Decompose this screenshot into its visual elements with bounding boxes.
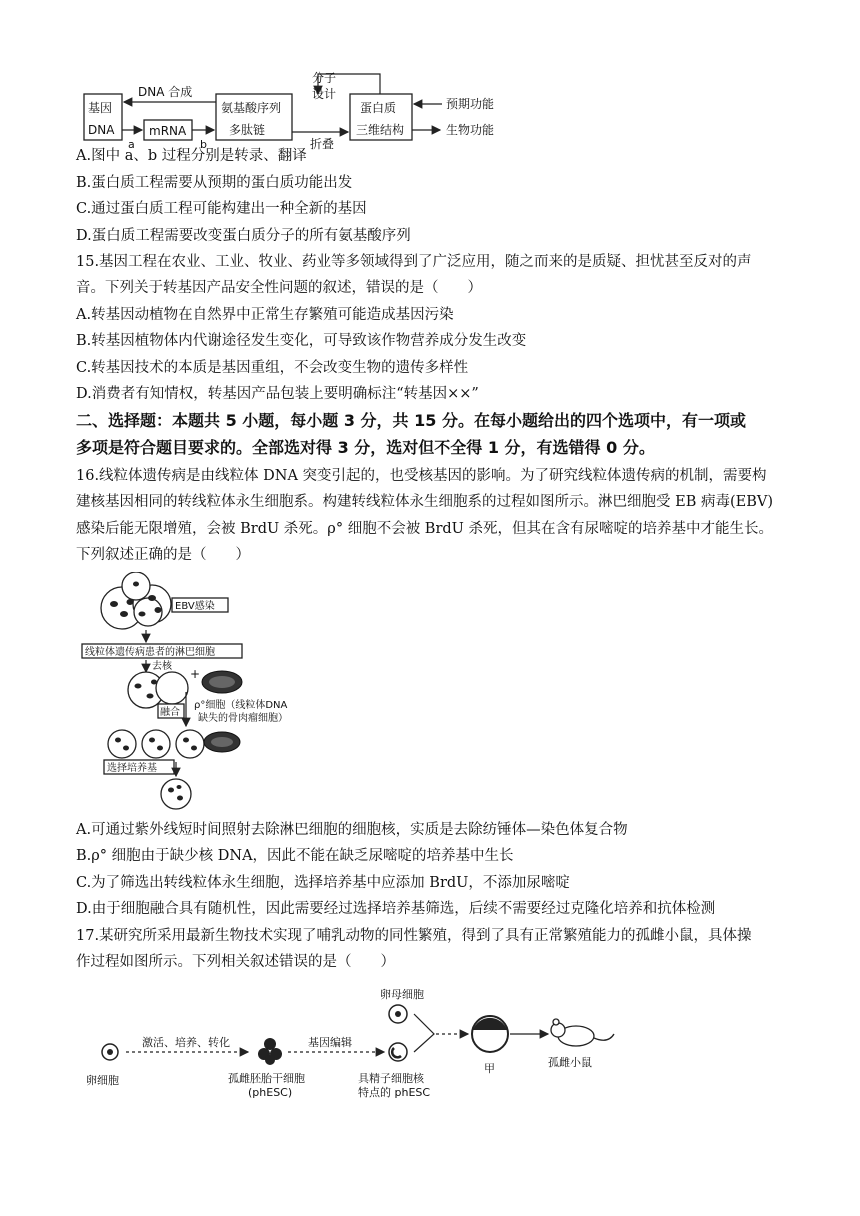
- section2-heading-2: 多项是符合题目要求的。全部选对得 3 分，选对但不全得 1 分，有选错得 0 分。: [76, 438, 655, 457]
- sperm-like-label-2: 特点的 phESC: [358, 1086, 431, 1099]
- q14-option-b: B.蛋白质工程需要从预期的蛋白质功能出发: [76, 175, 353, 191]
- q15-option-c: C.转基因技术的本质是基因重组，不会改变生物的遗传多样性: [76, 360, 469, 376]
- selection-medium-label: 选择培养基: [107, 763, 157, 774]
- q16-option-a: A.可通过紫外线短时间照射去除淋巴细胞的细胞核，实质是去除纺锤体—染色体复合物: [76, 822, 628, 838]
- dna-synthesis-label: DNA 合成: [138, 85, 193, 99]
- q15-option-a: A.转基因动植物在自然界中正常生存繁殖可能造成基因污染: [76, 307, 454, 323]
- design-label: 设计: [312, 87, 337, 101]
- molecular-label: 分子: [312, 71, 337, 85]
- q15-stem-2: 音。下列关于转基因产品安全性问题的叙述，错误的是（ ）: [76, 280, 482, 296]
- protein-engineering-diagram: [80, 60, 520, 152]
- fusion-label: 融合: [160, 707, 180, 718]
- gene-label: 基因: [88, 101, 113, 115]
- biological-function-label: 生物功能: [446, 123, 495, 137]
- sperm-like-label-1: 具精子细胞核: [358, 1072, 424, 1085]
- ebv-infection-label: EBV感染: [175, 601, 215, 612]
- fold-label: 折叠: [310, 137, 335, 151]
- q16-option-d: D.由于细胞融合具有随机性，因此需要经过选择培养基筛选，后续不需要经过克隆化培养和抗体检测: [76, 901, 716, 917]
- rho-cell-label-2: 缺失的骨肉瘤细胞）: [198, 713, 288, 724]
- transmitochondrial-diagram: [76, 572, 336, 812]
- polypeptide-label: 多肽链: [229, 123, 266, 137]
- rho-cell-label-1: ρ°细胞（线粒体DNA: [194, 700, 288, 711]
- oocyte-label: 卵母细胞: [380, 988, 424, 1001]
- q17-stem-2: 作过程如图所示。下列相关叙述错误的是（ ）: [76, 954, 395, 970]
- mrna-label: mRNA: [149, 124, 187, 138]
- lymphocyte-cluster: [101, 572, 171, 629]
- protein-label: 蛋白质: [360, 101, 397, 115]
- process-b-label: b: [200, 138, 207, 151]
- phesc-label: 孤雌胚胎干细胞: [228, 1072, 305, 1085]
- patient-lymphocyte-label: 线粒体遗传病患者的淋巴细胞: [85, 647, 215, 658]
- process-a-label: a: [128, 138, 135, 151]
- q15-option-b: B.转基因植物体内代谢途径发生变化，可导致该作物营养成分发生改变: [76, 333, 527, 349]
- embryo-jia-label: 甲: [484, 1062, 495, 1075]
- expected-function-label: 预期功能: [446, 97, 495, 111]
- section2-heading-1: 二、选择题：本题共 5 小题，每小题 3 分，共 15 分。在每小题给出的四个选项中，有一项或: [76, 411, 746, 430]
- q16-option-b: B.ρ° 细胞由于缺少核 DNA，因此不能在缺乏尿嘧啶的培养基中生长: [76, 848, 514, 864]
- q14-option-c: C.通过蛋白质工程可能构建出一种全新的基因: [76, 201, 367, 217]
- egg-cell-label: 卵细胞: [86, 1074, 119, 1087]
- q14-option-a: A.图中 a、b 过程分别是转录、翻译: [76, 148, 307, 164]
- q16-stem-3: 感染后能无限增殖，会被 BrdU 杀死。ρ° 细胞不会被 BrdU 杀死，但其在含有尿嘧啶的培养基中才能生长。: [76, 521, 773, 537]
- q14-option-d: D.蛋白质工程需要改变蛋白质分子的所有氨基酸序列: [76, 228, 411, 244]
- dna-label: DNA: [88, 123, 115, 137]
- structure-label: 三维结构: [356, 123, 405, 137]
- q16-option-c: C.为了筛选出转线粒体永生细胞，选择培养基中应添加 BrdU，不添加尿嘧啶: [76, 875, 570, 891]
- enucleate-label: 去核: [152, 661, 172, 672]
- parthenogenesis-diagram: [76, 982, 636, 1102]
- q16-stem-1: 16.线粒体遗传病是由线粒体 DNA 突变引起的，也受核基因的影响。为了研究线粒体遗传病的机制，需要构: [76, 468, 767, 484]
- gene-editing-label: 基因编辑: [308, 1036, 352, 1049]
- plus-sign: +: [190, 667, 201, 681]
- q15-stem-1: 15.基因工程在农业、工业、牧业、药业等多领域得到了广泛应用，随之而来的是质疑、担忧甚至反对的声: [76, 254, 752, 270]
- q16-stem-2: 建核基因相同的转线粒体永生细胞系。构建转线粒体永生细胞系的过程如图所示。淋巴细胞受 EB 病毒(EBV): [76, 494, 773, 510]
- parthenogenetic-mouse-label: 孤雌小鼠: [548, 1056, 592, 1069]
- q15-option-d: D.消费者有知情权，转基因产品包装上要明确标注“转基因××”: [76, 386, 479, 402]
- q17-stem-1: 17.某研究所采用最新生物技术实现了哺乳动物的同性繁殖，得到了具有正常繁殖能力的孤雌小鼠，具体操: [76, 928, 752, 944]
- mouse-icon: [551, 1019, 614, 1046]
- q16-stem-4: 下列叙述正确的是（ ）: [76, 547, 250, 563]
- amino-acid-sequence-label: 氨基酸序列: [221, 101, 282, 115]
- phesc-abbrev-label: (phESC): [248, 1086, 293, 1099]
- activate-culture-label: 激活、培养、转化: [142, 1036, 230, 1049]
